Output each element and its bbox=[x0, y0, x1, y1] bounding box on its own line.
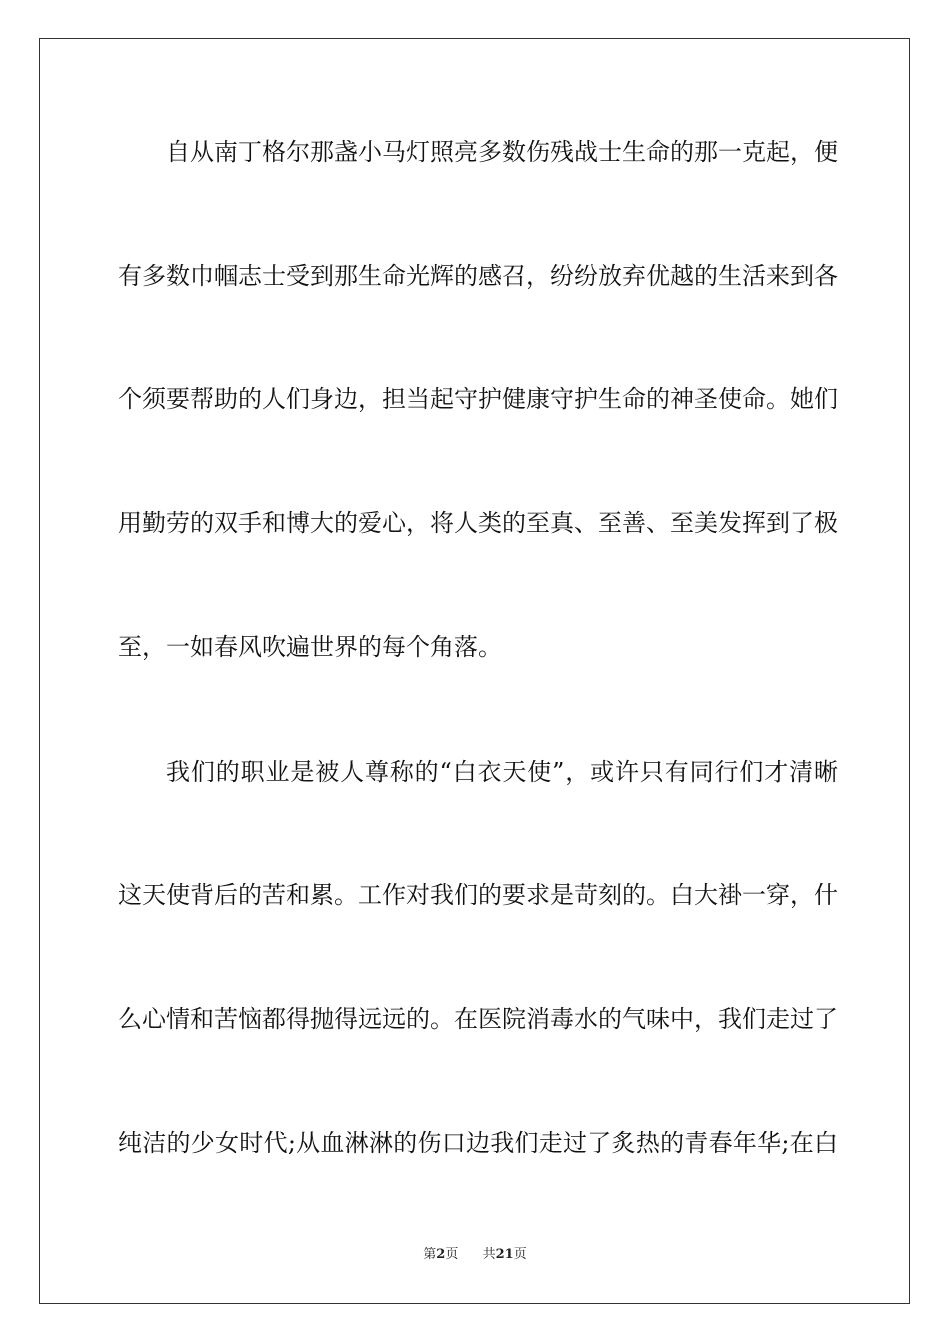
paragraph-line: 用勤劳的双手和博大的爱心，将人类的至真、至善、至美发挥到了极 bbox=[118, 509, 838, 537]
page-border bbox=[39, 38, 910, 1304]
paragraph-line: 我们的职业是被人尊称的“白衣天使”，或许只有同行们才清晰 bbox=[166, 758, 838, 786]
page-number: 2 bbox=[436, 1247, 446, 1262]
paragraph-line: 至，一如春风吹遍世界的每个角落。 bbox=[118, 633, 502, 661]
total-label-suffix: 页 bbox=[513, 1247, 527, 1262]
paragraph-line: 么心情和苦恼都得抛得远远的。在医院消毒水的气味中，我们走过了 bbox=[118, 1005, 838, 1033]
total-label-prefix: 共 bbox=[482, 1247, 496, 1262]
page-footer bbox=[0, 1246, 950, 1264]
paragraph-line: 自从南丁格尔那盏小马灯照亮多数伤残战士生命的那一克起，便 bbox=[166, 138, 838, 166]
paragraph-line: 有多数巾帼志士受到那生命光辉的感召，纷纷放弃优越的生活来到各 bbox=[118, 262, 838, 290]
paragraph-line: 这天使背后的苦和累。工作对我们的要求是苛刻的。白大褂一穿，什 bbox=[118, 881, 838, 909]
page-label-suffix: 页 bbox=[445, 1247, 459, 1262]
page-label-prefix: 第 bbox=[423, 1247, 437, 1262]
paragraph-line: 个须要帮助的人们身边，担当起守护健康守护生命的神圣使命。她们 bbox=[118, 385, 838, 413]
paragraph-line: 纯洁的少女时代;从血淋淋的伤口边我们走过了炙热的青春年华;在白 bbox=[118, 1129, 838, 1157]
total-pages: 21 bbox=[495, 1247, 514, 1262]
